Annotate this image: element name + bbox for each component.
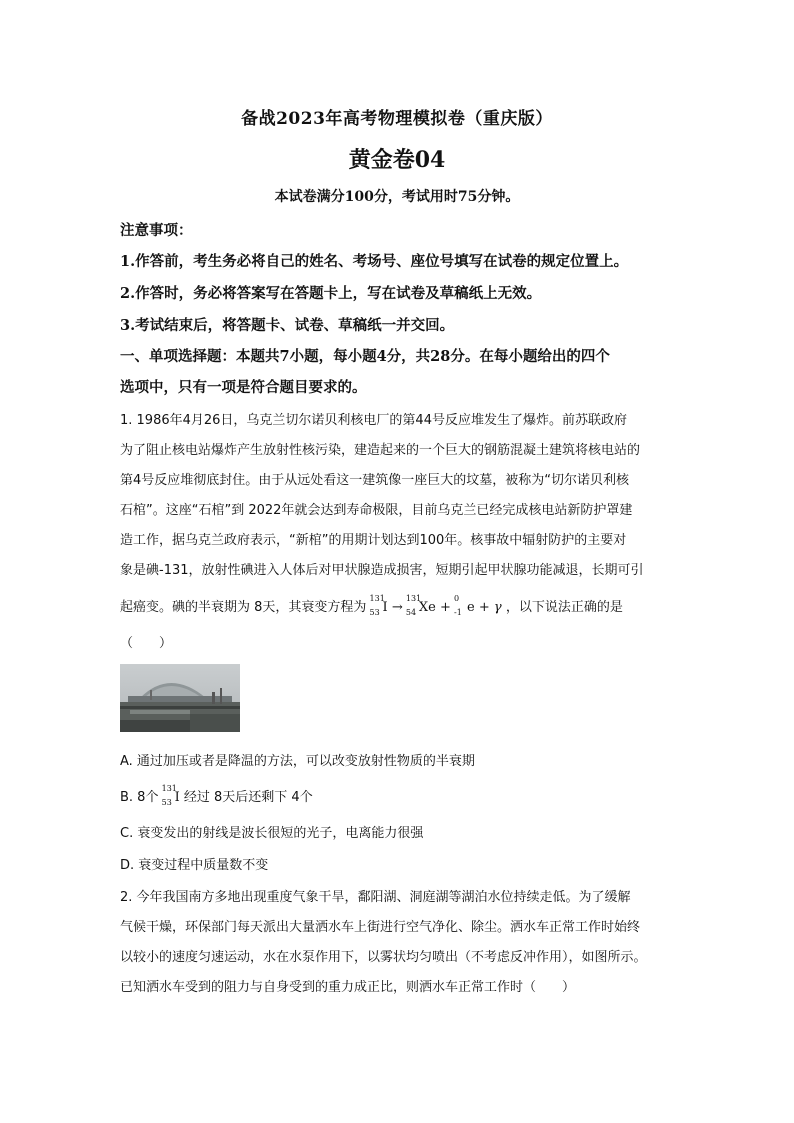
q1-line-6: 象是碘-131，放射性碘进入人体后对甲状腺造成损害，短期引起甲状腺功能减退，长期可引 (120, 563, 644, 578)
iodine-nuclide: 131 53 I (369, 594, 388, 617)
plus-1: + (439, 600, 451, 615)
exam-title: 备战2023年高考物理模拟卷（重庆版） (241, 109, 553, 129)
decay-equation (369, 594, 506, 617)
q1-option-a: A. 通过加压或者是降温的方法，可以改变放射性物质的半衰期 (120, 754, 475, 769)
iodine-nuclide-b: 131 53 I (161, 784, 180, 807)
q1-option-d: D. 衰变过程中质量数不变 (120, 858, 269, 873)
plus-2: + (478, 600, 490, 615)
q1-line-3: 第4号反应堆彻底封住。由于从远处看这一建筑像一座巨大的坟墓，被称为“切尔诺贝利核 (120, 473, 630, 488)
q1-option-b: B. 8个 131 53 I 经过 8天后还剩下 4个 (120, 784, 313, 807)
section-heading-line-1: 一、单项选择题：本题共7小题，每小题4分，共28分。在每小题给出的四个 (120, 348, 610, 365)
xenon-nuclide: 131 54 Xe (405, 594, 436, 617)
section-heading-line-2: 选项中，只有一项是符合题目要求的。 (120, 379, 367, 396)
q1-equation-line (120, 596, 680, 615)
q1-eq-suffix: ，以下说法正确的是 (505, 600, 623, 615)
q1-line-5: 造工作，据乌克兰政府表示，“新棺”的用期计划达到100年。核事故中辐射防护的主要对 (120, 533, 627, 548)
chernobyl-photo (120, 664, 240, 732)
exam-info: 本试卷满分100分，考试用时75分钟。 (274, 189, 520, 205)
q1-line-1: 1. 1986年4月26日，乌克兰切尔诺贝利核电厂的第44号反应堆发生了爆炸。前苏联政府 (120, 413, 627, 428)
q2-line-2: 气候干燥，环保部门每天派出大量洒水车上街进行空气净化、除尘。洒水车正常工作时始终 (120, 920, 641, 935)
q2-line-1: 2. 今年我国南方多地出现重度气象干旱，鄱阳湖、洞庭湖等湖泊水位持续走低。为了缓解 (120, 890, 631, 905)
arrow: → (391, 600, 403, 615)
q1-line-4: 石棺”。这座“石棺”到 2022年就会达到寿命极限，目前乌克兰已经完成核电站新防护罩建 (120, 503, 633, 518)
q2-line-4: 已知洒水车受到的阻力与自身受到的重力成正比，则洒水车正常工作时（ ） (120, 980, 576, 995)
q1-option-c: C. 衰变发出的射线是波长很短的光子，电离能力很强 (120, 826, 424, 841)
notes-heading: 注意事项： (120, 222, 193, 239)
q1-bracket: （ ） (120, 636, 173, 651)
gamma: γ (493, 600, 502, 615)
exam-subtitle: 黄金卷04 (348, 147, 446, 173)
q1-eq-prefix: 起癌变。碘的半衰期为 8天，其衰变方程为 (120, 600, 367, 615)
note-item-1: 1.作答前，考生务必将自己的姓名、考场号、座位号填写在试卷的规定位置上。 (120, 253, 629, 270)
q1-line-2: 为了阻止核电站爆炸产生放射性核污染，建造起来的一个巨大的钢筋混凝土建筑将核电站的 (120, 443, 641, 458)
note-item-2: 2.作答时，务必将答案写在答题卡上，写在试卷及草稿纸上无效。 (120, 285, 542, 302)
electron: 0 -1 e (454, 594, 475, 617)
note-item-3: 3.考试结束后，将答题卡、试卷、草稿纸一并交回。 (120, 317, 455, 334)
chernobyl-photo-image (120, 664, 240, 732)
q2-line-3: 以较小的速度匀速运动，水在水泵作用下，以雾状均匀喷出（不考虑反冲作用），如图所示。 (120, 950, 647, 965)
